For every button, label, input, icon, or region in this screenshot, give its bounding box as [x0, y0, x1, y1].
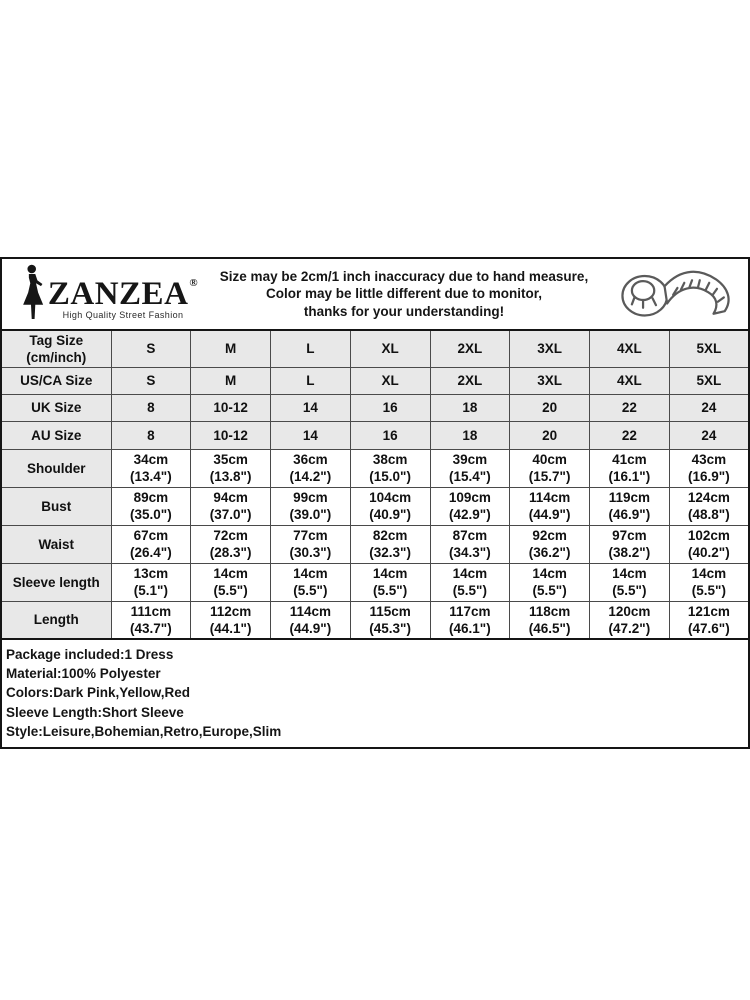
measure-cell: 104cm (40.9"): [350, 487, 430, 525]
row-label: Shoulder: [1, 449, 111, 487]
measure-cell: 89cm (35.0"): [111, 487, 191, 525]
size-cell: 14: [271, 421, 351, 449]
measure-cell: 36cm (14.2"): [271, 449, 351, 487]
size-cell: 4XL: [590, 367, 670, 394]
measure-cell: 99cm (39.0"): [271, 487, 351, 525]
detail-line-sleeve: Sleeve Length:Short Sleeve: [6, 704, 184, 720]
size-cell: 8: [111, 421, 191, 449]
size-chart-sheet: [0, 257, 750, 749]
table-row-sleeve-length: [1, 563, 749, 601]
measure-cell: 38cm (15.0"): [350, 449, 430, 487]
size-cell: 8: [111, 394, 191, 421]
table-row-usca-size: [1, 367, 749, 394]
measure-cell: 40cm (15.7"): [510, 449, 590, 487]
brand-tagline: High Quality Street Fashion: [62, 310, 184, 320]
size-cell: L: [271, 367, 351, 394]
measure-cell: 119cm (46.9"): [590, 487, 670, 525]
table-row-tag-size: [1, 330, 749, 367]
size-table: [0, 329, 750, 640]
measure-cell: 102cm (40.2"): [669, 525, 749, 563]
brand-name: ZANZEA: [47, 276, 189, 312]
measure-cell: 14cm (5.5"): [430, 563, 510, 601]
disclaimer: [208, 268, 600, 321]
measure-cell: 34cm (13.4"): [111, 449, 191, 487]
size-cell: 20: [510, 421, 590, 449]
disclaimer-line: Color may be little different due to monitor,: [265, 286, 543, 302]
measure-cell: 14cm (5.5"): [191, 563, 271, 601]
measure-cell: 94cm (37.0"): [191, 487, 271, 525]
size-cell: M: [191, 330, 271, 367]
size-cell: 5XL: [669, 367, 749, 394]
row-label: Length: [1, 601, 111, 639]
measure-cell: 111cm (43.7"): [111, 601, 191, 639]
size-cell: 18: [430, 394, 510, 421]
row-label: UK Size: [1, 394, 111, 421]
size-cell: 10-12: [191, 394, 271, 421]
table-row-length: [1, 601, 749, 639]
row-label: Sleeve length: [1, 563, 111, 601]
size-cell: 16: [350, 394, 430, 421]
brand-wordmark: [48, 268, 198, 320]
product-details: [0, 640, 750, 749]
measure-cell: 77cm (30.3"): [271, 525, 351, 563]
size-cell: 3XL: [510, 367, 590, 394]
measure-cell: 112cm (44.1"): [191, 601, 271, 639]
measure-cell: 43cm (16.9"): [669, 449, 749, 487]
measure-cell: 109cm (42.9"): [430, 487, 510, 525]
size-cell: S: [111, 330, 191, 367]
header: [0, 257, 750, 329]
brand-logo: [2, 264, 208, 324]
measure-cell: 41cm (16.1"): [590, 449, 670, 487]
measure-cell: 14cm (5.5"): [271, 563, 351, 601]
measure-cell: 67cm (26.4"): [111, 525, 191, 563]
measure-cell: 115cm (45.3"): [350, 601, 430, 639]
detail-line-material: Material:100% Polyester: [6, 666, 161, 682]
measure-cell: 35cm (13.8"): [191, 449, 271, 487]
size-cell: 4XL: [590, 330, 670, 367]
measure-cell: 97cm (38.2"): [590, 525, 670, 563]
measure-cell: 14cm (5.5"): [590, 563, 670, 601]
row-label: US/CA Size: [1, 367, 111, 394]
measure-cell: 92cm (36.2"): [510, 525, 590, 563]
measure-cell: 117cm (46.1"): [430, 601, 510, 639]
row-label: AU Size: [1, 421, 111, 449]
size-cell: S: [111, 367, 191, 394]
size-cell: M: [191, 367, 271, 394]
size-cell: 22: [590, 421, 670, 449]
size-cell: 14: [271, 394, 351, 421]
size-cell: 5XL: [669, 330, 749, 367]
measure-cell: 82cm (32.3"): [350, 525, 430, 563]
detail-line-package: Package included:1 Dress: [6, 647, 174, 662]
size-cell: 10-12: [191, 421, 271, 449]
size-cell: 18: [430, 421, 510, 449]
table-row-shoulder: [1, 449, 749, 487]
size-cell: 2XL: [430, 330, 510, 367]
table-row-bust: [1, 487, 749, 525]
measure-cell: 124cm (48.8"): [669, 487, 749, 525]
measure-cell: 14cm (5.5"): [350, 563, 430, 601]
disclaimer-line: thanks for your understanding!: [303, 303, 505, 319]
size-cell: 24: [669, 421, 749, 449]
measure-cell: 120cm (47.2"): [590, 601, 670, 639]
size-cell: 3XL: [510, 330, 590, 367]
measure-cell: 14cm (5.5"): [669, 563, 749, 601]
disclaimer-line: Size may be 2cm/1 inch inaccuracy due to hand measure,: [219, 268, 589, 284]
size-cell: L: [271, 330, 351, 367]
size-cell: XL: [350, 330, 430, 367]
measure-cell: 39cm (15.4"): [430, 449, 510, 487]
measure-cell: 87cm (34.3"): [430, 525, 510, 563]
measure-cell: 14cm (5.5"): [510, 563, 590, 601]
row-label: Waist: [1, 525, 111, 563]
size-cell: 2XL: [430, 367, 510, 394]
woman-silhouette-icon: [18, 264, 44, 324]
detail-line-style: Style:Leisure,Bohemian,Retro,Europe,Slim: [6, 723, 282, 739]
row-label: Bust: [1, 487, 111, 525]
size-cell: 16: [350, 421, 430, 449]
table-row-au-size: [1, 421, 749, 449]
size-cell: 24: [669, 394, 749, 421]
measure-cell: 72cm (28.3"): [191, 525, 271, 563]
detail-line-colors: Colors:Dark Pink,Yellow,Red: [6, 685, 191, 701]
measure-cell: 118cm (46.5"): [510, 601, 590, 639]
measure-cell: 121cm (47.6"): [669, 601, 749, 639]
measure-cell: 114cm (44.9"): [510, 487, 590, 525]
table-row-waist: [1, 525, 749, 563]
measure-cell: 13cm (5.1"): [111, 563, 191, 601]
measure-cell: 114cm (44.9"): [271, 601, 351, 639]
size-cell: XL: [350, 367, 430, 394]
registered-mark: ®: [189, 277, 199, 289]
size-cell: 22: [590, 394, 670, 421]
row-label: Tag Size (cm/inch): [1, 330, 111, 367]
measuring-tape-icon: [600, 263, 748, 325]
size-cell: 20: [510, 394, 590, 421]
table-row-uk-size: [1, 394, 749, 421]
